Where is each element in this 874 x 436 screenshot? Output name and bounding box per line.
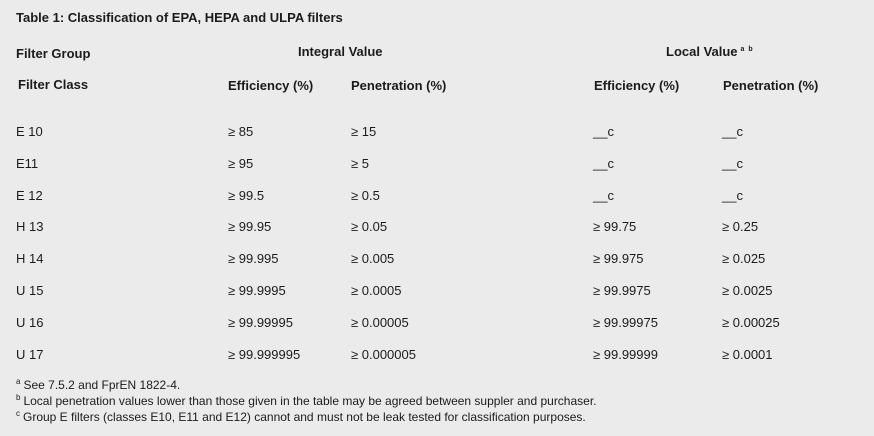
integral-efficiency-cell: ≥ 99.999995 bbox=[228, 346, 301, 362]
footnote-text: See 7.5.2 and FprEN 1822-4. bbox=[23, 378, 181, 392]
local-efficiency-cell: __c bbox=[593, 155, 614, 171]
integral-penetration-cell: ≥ 0.05 bbox=[351, 219, 388, 235]
filter-class-header: Filter Class bbox=[18, 77, 89, 92]
footnote-a bbox=[16, 377, 180, 392]
local-efficiency-cell: __c bbox=[593, 124, 614, 139]
integral-penetration-cell: ≥ 5 bbox=[351, 155, 369, 171]
integral-penetration-cell: ≥ 15 bbox=[351, 124, 377, 139]
local-penetration-header: Penetration (%) bbox=[723, 78, 819, 93]
integral-efficiency-cell: ≥ 99.995 bbox=[228, 251, 279, 267]
footnote-b bbox=[16, 393, 597, 408]
filter-class-cell: H 13 bbox=[16, 219, 44, 235]
local-value-header bbox=[666, 44, 754, 59]
integral-penetration-cell: ≥ 0.00005 bbox=[351, 314, 409, 330]
local-value-label: Local Value bbox=[666, 44, 738, 59]
local-efficiency-cell: ≥ 99.975 bbox=[593, 251, 644, 267]
filter-class-cell: E 10 bbox=[16, 124, 43, 139]
local-value-footnote-marks: a b bbox=[740, 45, 754, 53]
local-efficiency-cell: __c bbox=[593, 187, 614, 203]
integral-efficiency-cell: ≥ 85 bbox=[228, 124, 254, 139]
footnote-text: Group E filters (classes E10, E11 and E12) cannot and must not be leak tested for classification purposes. bbox=[23, 410, 586, 424]
local-penetration-cell: __c bbox=[722, 155, 743, 171]
local-penetration-cell: ≥ 0.025 bbox=[722, 251, 766, 267]
footnote-text: Local penetration values lower than those given in the table may be agreed between suppler and purchaser. bbox=[23, 394, 597, 408]
integral-penetration-cell: ≥ 0.000005 bbox=[351, 346, 416, 362]
filter-class-cell: H 14 bbox=[16, 251, 44, 267]
filter-class-cell: E11 bbox=[16, 155, 39, 171]
integral-efficiency-cell: ≥ 99.99995 bbox=[228, 314, 293, 330]
integral-penetration-cell: ≥ 0.5 bbox=[351, 187, 380, 203]
local-efficiency-header: Efficiency (%) bbox=[594, 78, 680, 93]
local-efficiency-cell: ≥ 99.99999 bbox=[593, 346, 658, 362]
footnote-mark: c bbox=[16, 409, 20, 418]
integral-penetration-header: Penetration (%) bbox=[351, 78, 447, 93]
local-efficiency-cell: ≥ 99.75 bbox=[593, 219, 637, 235]
local-penetration-cell: ≥ 0.25 bbox=[722, 219, 759, 235]
integral-efficiency-header: Efficiency (%) bbox=[228, 78, 314, 93]
integral-efficiency-cell: ≥ 95 bbox=[228, 155, 254, 171]
local-penetration-cell: __c bbox=[722, 124, 743, 139]
local-penetration-cell: ≥ 0.0001 bbox=[722, 346, 773, 362]
filter-class-cell: U 17 bbox=[16, 346, 44, 362]
integral-efficiency-cell: ≥ 99.9995 bbox=[228, 283, 286, 298]
filter-class-cell: U 16 bbox=[16, 314, 44, 330]
integral-penetration-cell: ≥ 0.0005 bbox=[351, 283, 402, 298]
integral-penetration-cell: ≥ 0.005 bbox=[351, 251, 395, 267]
filter-class-cell: U 15 bbox=[16, 283, 44, 298]
local-efficiency-cell: ≥ 99.99975 bbox=[593, 314, 658, 330]
filter-class-cell: E 12 bbox=[16, 187, 43, 203]
local-penetration-cell: __c bbox=[722, 187, 743, 203]
footnote-c bbox=[16, 409, 586, 424]
local-penetration-cell: ≥ 0.00025 bbox=[722, 314, 780, 330]
filter-group-header: Filter Group bbox=[16, 46, 91, 61]
footnote-mark: a bbox=[16, 377, 21, 386]
footnote-mark: b bbox=[16, 393, 21, 402]
integral-efficiency-cell: ≥ 99.95 bbox=[228, 219, 272, 235]
integral-efficiency-cell: ≥ 99.5 bbox=[228, 187, 265, 203]
table-title: Table 1: Classification of EPA, HEPA and ULPA filters bbox=[16, 10, 343, 25]
integral-value-header: Integral Value bbox=[298, 44, 383, 59]
local-efficiency-cell: ≥ 99.9975 bbox=[593, 283, 651, 298]
local-penetration-cell: ≥ 0.0025 bbox=[722, 283, 773, 298]
